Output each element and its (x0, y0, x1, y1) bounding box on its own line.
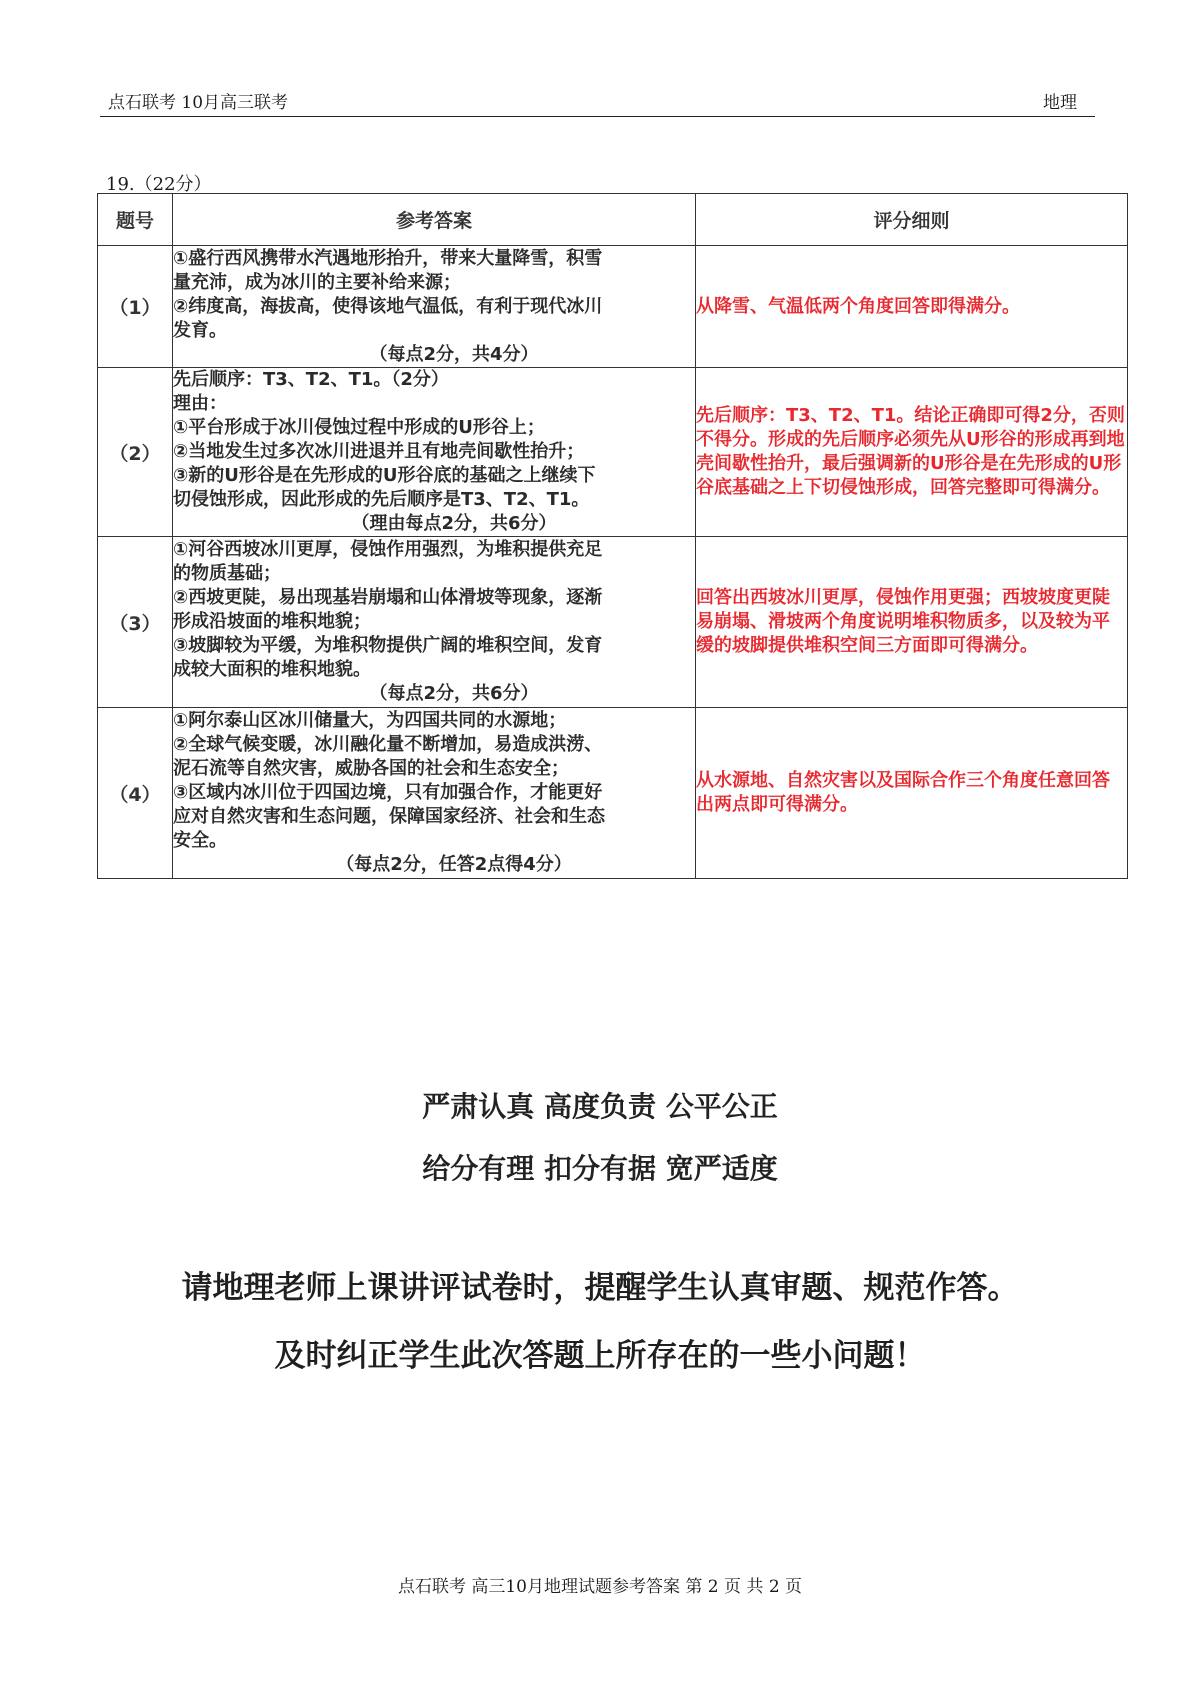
answer-line: 的物质基础； (173, 563, 281, 584)
answer-line: 量充沛，成为冰川的主要补给来源； (173, 271, 461, 293)
answer-line: 应对自然灾害和生态问题，保障国家经济、社会和生态 (173, 806, 605, 827)
row-number: （1） (98, 246, 173, 368)
header-exam-name: 点石联考 10月高三联考 (108, 93, 289, 113)
score-note: （每点2分，共6分） (369, 683, 539, 704)
scoring-rule: 从水源地、自然灾害以及国际合作三个角度任意回答出两点即可得满分。 (696, 708, 1128, 879)
answer-line: ③坡脚较为平缓，为堆积物提供广阔的堆积空间，发育 (173, 635, 603, 656)
table-row (98, 537, 1128, 708)
row-number: （4） (98, 708, 173, 879)
score-note: （理由每点2分，共6分） (351, 513, 557, 534)
table-row (98, 708, 1128, 879)
motto-line-1: 严肃认真 高度负责 公平公正 (422, 1090, 778, 1123)
question-title: 19.（22分） (106, 174, 212, 195)
reminder-line-1: 请地理老师上课讲评试卷时，提醒学生认真审题、规范作答。 (181, 1270, 1019, 1306)
answer-line: ②纬度高，海拔高，使得该地气温低，有利于现代冰川 (173, 295, 603, 317)
answer-line: ③新的U形谷是在先形成的U形谷底的基础之上继续下 (173, 465, 596, 486)
table-row (98, 368, 1128, 537)
answer-line: ①河谷西坡冰川更厚，侵蚀作用强烈，为堆积提供充足 (173, 539, 603, 560)
motto-line-2: 给分有理 扣分有据 宽严适度 (422, 1152, 778, 1185)
answer-line: 安全。 (173, 830, 227, 851)
answer-line: ①阿尔泰山区冰川储量大，为四国共同的水源地； (173, 710, 567, 731)
answer-line: ②西坡更陡，易出现基岩崩塌和山体滑坡等现象，逐渐 (173, 587, 603, 608)
answer-table (97, 193, 1128, 879)
reference-answer (173, 368, 696, 537)
scoring-rule: 从降雪、气温低两个角度回答即得满分。 (696, 246, 1128, 368)
answer-line: 成较大面积的堆积地貌。 (173, 659, 371, 680)
scoring-rule: 回答出西坡冰川更厚，侵蚀作用更强；西坡坡度更陡易崩塌、滑坡两个角度说明堆积物质多，以及较为平缓的坡脚提供堆积空间三方面即可得满分。 (696, 537, 1128, 708)
answer-line: ②当地发生过多次冰川进退并且有地壳间歇性抬升； (173, 441, 585, 462)
table-row (98, 246, 1128, 368)
score-note: （每点2分，任答2点得4分） (336, 854, 572, 875)
table-header-row (98, 194, 1128, 246)
answer-line: 理由： (173, 393, 227, 414)
answer-line: 先后顺序：T3、T2、T1。（2分） (173, 369, 449, 390)
reference-answer (173, 246, 696, 368)
answer-line: 形成沿坡面的堆积地貌； (173, 611, 371, 632)
answer-line: ①盛行西风携带水汽遇地形抬升，带来大量降雪，积雪 (173, 247, 603, 269)
header-answer: 参考答案 (173, 194, 696, 246)
header-number: 题号 (98, 194, 173, 246)
answer-line: 泥石流等自然灾害，威胁各国的社会和生态安全； (173, 758, 569, 779)
answer-line: 切侵蚀形成，因此形成的先后顺序是T3、T2、T1。 (173, 489, 590, 510)
header-rules: 评分细则 (696, 194, 1128, 246)
answer-line: 发育。 (173, 319, 227, 341)
reference-answer (173, 537, 696, 708)
score-note: （每点2分，共4分） (369, 343, 539, 365)
scoring-rule: 先后顺序：T3、T2、T1。结论正确即可得2分，否则不得分。形成的先后顺序必须先从U形谷的形成再到地壳间歇性抬升，最后强调新的U形谷是在先形成的U形谷底基础之上下切侵蚀形成，回答完整即可得满分。 (696, 368, 1128, 537)
reminder-line-2: 及时纠正学生此次答题上所存在的一些小问题！ (274, 1338, 926, 1374)
row-number: （3） (98, 537, 173, 708)
answer-line: ②全球气候变暖，冰川融化量不断增加，易造成洪涝、 (173, 734, 603, 755)
reference-answer (173, 708, 696, 879)
page-footer: 点石联考 高三10月地理试题参考答案 第 2 页 共 2 页 (397, 1577, 803, 1597)
answer-line: ①平台形成于冰川侵蚀过程中形成的U形谷上； (173, 417, 545, 438)
answer-line: ③区域内冰川位于四国边境，只有加强合作，才能更好 (173, 782, 603, 803)
row-number: （2） (98, 368, 173, 537)
page-header (100, 86, 1095, 117)
header-subject: 地理 (1043, 93, 1077, 113)
